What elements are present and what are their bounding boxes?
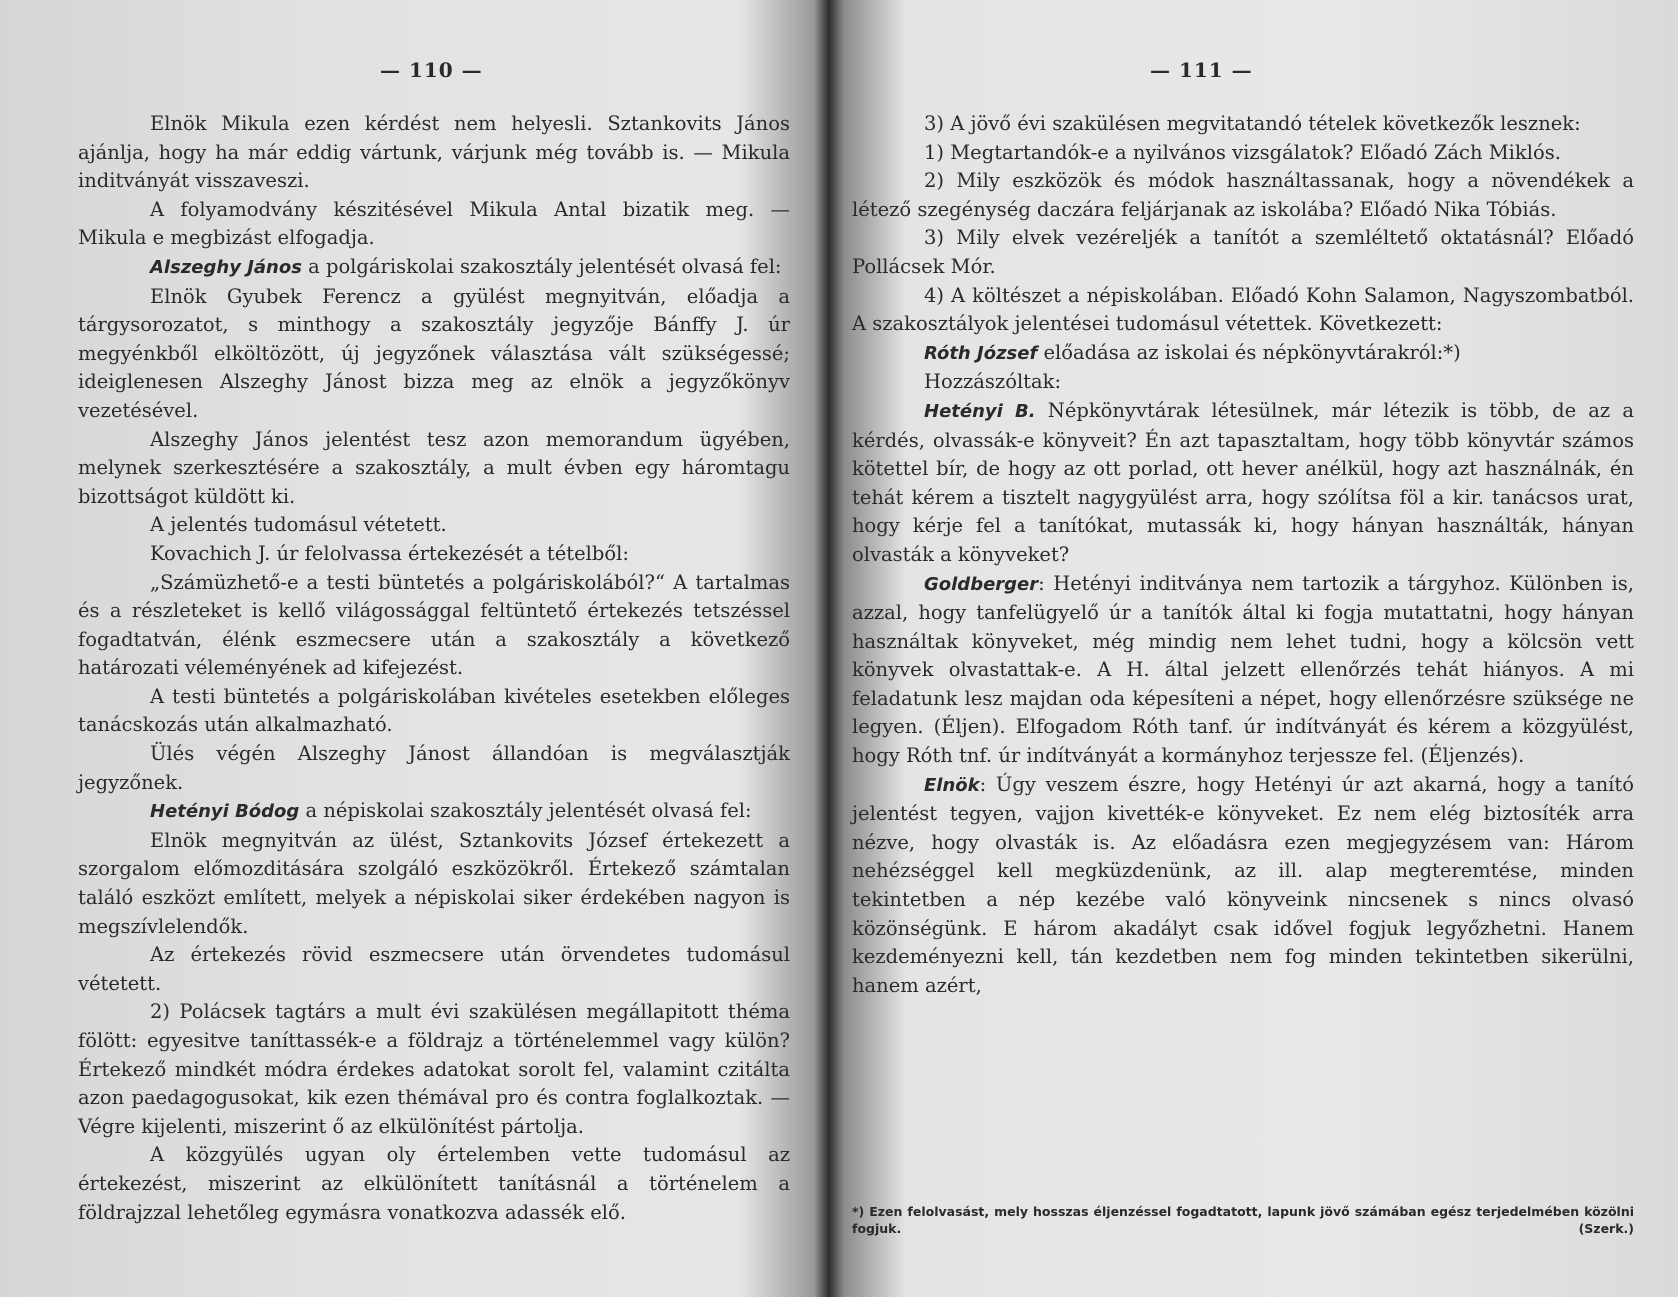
paragraph-text: 3) A jövő évi szakülésen megvitatandó tételek következők lesznek: xyxy=(924,112,1581,135)
paragraph-text: Elnök Gyubek Ferencz a gyülést megnyitván, előadja a tárgysorozatot, s minthogy a szakosztály jegyzője Bánffy J. úr megyénkből elköltözött, új jegyzőnek választása vált szükségessé; ideiglenesen Alszeghy Jánost bizza meg az elnök a jegyzőkönyv vezetésével. xyxy=(78,284,790,422)
paragraph xyxy=(852,570,1634,771)
speaker-name: Alszeghy János xyxy=(150,256,302,278)
right-page xyxy=(840,0,1678,1297)
speaker-name: Hetényi Bódog xyxy=(150,801,300,823)
speaker-name: Elnök xyxy=(924,774,980,796)
paragraph xyxy=(78,196,790,253)
paragraph-text: Hozzászóltak: xyxy=(924,370,1062,394)
paragraph xyxy=(852,771,1634,1001)
footnote-text: *) Ezen felolvasást, mely hosszas éljenzéssel fogadtatott, lapunk jövő számában egész terjedelmében közölni fogjuk. xyxy=(852,1204,1634,1236)
paragraph xyxy=(78,569,790,683)
paragraph xyxy=(78,797,790,827)
speaker-name: Hetényi B. xyxy=(924,400,1036,422)
page-body xyxy=(852,110,1634,1000)
left-page xyxy=(0,0,800,1297)
page-body xyxy=(78,110,790,1227)
paragraph xyxy=(852,139,1634,168)
paragraph-text: előadása az iskolai és népkönyvtárakról:*) xyxy=(1037,340,1461,364)
paragraph-text: 3) Mily elvek vezéreljék a tanítót a szemléltető oktatásnál? Előadó Pollácsek Mór. xyxy=(852,226,1634,278)
paragraph-text: Népkönyvtárak létesülnek, már létezik is több, de az a kérdés, olvassák-e könyveit? Én azt tapasztaltam, hogy több könyvtár számos kötettel bír, de hogy az ott porlad, ott hever anélkül, hogy azt használnák, én tehát kérem a tisztelt nagygyülést arra, hogy szólítsa föl a kir. tanácsos urat, hogy kérje fel a tanítókat, mutassák ki, hogy hányan használták, hányan olvasták a könyveket? xyxy=(852,398,1634,566)
paragraph xyxy=(852,397,1634,570)
footnote xyxy=(852,1203,1634,1237)
paragraph-text: Elnök megnyitván az ülést, Sztankovits József értekezett a szorgalom előmozditására szolgáló eszközökről. Értekező számtalan találó eszközt említett, melyek a népiskolai siker érdekében nagyon is megszívlelendők. xyxy=(78,828,790,938)
paragraph xyxy=(78,253,790,283)
page-number: — 111 — xyxy=(1150,58,1253,82)
paragraph xyxy=(852,167,1634,224)
speaker-name: Goldberger xyxy=(924,573,1039,595)
speaker-name: Róth József xyxy=(924,342,1038,364)
paragraph-text: A jelentés tudomásul vétetett. xyxy=(150,513,447,537)
page-number: — 110 — xyxy=(380,58,483,82)
paragraph-text: 1) Megtartandók-e a nyilvános vizsgálatok? Előadó Zách Miklós. xyxy=(924,140,1561,164)
paragraph-text: 2) Mily eszközök és módok használtassanak, hogy a növendékek a létező szegénység daczára feljárjanak az iskolába? Előadó Nika Tóbiás. xyxy=(852,169,1634,221)
paragraph-text: Az értekezés rövid eszmecsere után örvendetes tudomásul vétetett. xyxy=(78,943,790,995)
paragraph xyxy=(852,282,1634,339)
paragraph-text: 4) A költészet a népiskolában. Előadó Kohn Salamon, Nagyszombatból. A szakosztályok jelentései tudomásul vétettek. Következett: xyxy=(852,283,1634,336)
paragraph xyxy=(852,368,1634,397)
paragraph-text: : Hetényi inditványa nem tartozik a tárgyhoz. Különben is, azzal, hogy tanfelügyelő úr a tanítók által ki fogja mutattatni, hogy hányan használtak könyveket, még mindig nem lehet tudni, hogy a kölcsön vett könyvek olvastattak-e. A H. által jelzett ellenőrzés tehát hiányos. A mi feladatunk lesz majdan oda képesíteni a népet, hogy ellenőrzésre szüksége ne legyen. (Éljen). Elfogadom Róth tanf. úr indítványát és kérem a közgyülést, hogy Róth tnf. úr indítványát a kormányhoz terjessze fel. (Éljenzés). xyxy=(852,571,1634,768)
footnote-signature: (Szerk.) xyxy=(1578,1221,1634,1236)
paragraph xyxy=(852,224,1634,281)
paragraph xyxy=(78,426,790,512)
paragraph-text: Elnök Mikula ezen kérdést nem helyesli. Sztankovits János ajánlja, hogy ha már eddig vártunk, várjunk még tovább is. — Mikula inditványát visszaveszi. xyxy=(78,112,790,193)
paragraph xyxy=(78,283,790,426)
paragraph-text: Alszeghy János jelentést tesz azon memorandum ügyében, melynek szerkesztésére a szakosztály, a mult évben egy háromtagu bizottságot küldött ki. xyxy=(78,427,790,508)
paragraph xyxy=(78,540,790,569)
paragraph xyxy=(78,110,790,196)
paragraph-text: Ülés végén Alszeghy Jánost állandóan is megválasztják jegyzőnek. xyxy=(78,742,790,794)
paragraph-text: Kovachich J. úr felolvassa értekezését a tételből: xyxy=(150,541,629,565)
paragraph xyxy=(78,740,790,797)
paragraph-text: : Úgy veszem észre, hogy Hetényi úr azt akarná, hogy a tanító jelentést tegyen, vajjon kivették-e könyveket. Ez nem elég biztosíték arra nézve, hogy olvasták is. Az előadásra ezen megjegyzésem van: Három nehézséggel kell megküzdenünk, az ill. alap megteremtése, minden tekintetben a nép kezébe való könyveink nincsenek s nincs olvasó közönségünk. E három akadályt csak idővel fogjuk legyőzhetni. Hanem kezdeményezni kell, tán kezdetben nem fog minden tekintetben sikerülni, hanem azért, xyxy=(852,772,1634,997)
paragraph xyxy=(78,511,790,540)
paragraph-text: a népiskolai szakosztály jelentését olvasá fel: xyxy=(299,799,752,823)
paragraph xyxy=(852,110,1634,139)
paragraph xyxy=(852,339,1634,369)
paragraph xyxy=(78,1141,790,1227)
paragraph xyxy=(78,998,790,1141)
paragraph-text: a polgáriskolai szakosztály jelentését olvasá fel: xyxy=(301,254,782,278)
paragraph xyxy=(78,827,790,941)
paragraph-text: A közgyülés ugyan oly értelemben vette tudomásul az értekezést, miszerint az elkülönített tanításnál a történelem a földrajzzal lehetőleg egymásra vonatkozva adassék elő. xyxy=(78,1143,790,1224)
paragraph-text: 2) Polácsek tagtárs a mult évi szakülésen megállapitott théma fölött: egyesitve taníttassék-e a földrajz a történelemmel vagy külön? Értekező mindkét módra érdekes adatokat sorolt fel, valamint czitálta azon paedagogusokat, kik ezen thémával pro és contra foglalkoztak. — Végre kijelenti, miszerint ő az elkülönítést pártolja. xyxy=(78,1000,790,1138)
paragraph xyxy=(78,941,790,998)
paragraph-text: „Számüzhető-e a testi büntetés a polgáriskolából?“ A tartalmas és a részleteket is kellő világossággal feltüntető értekezés tetszéssel fogadtatván, élénk eszmecsere után a szakosztály a következő határozati véleményének ad kifejezést. xyxy=(78,570,790,680)
paragraph-text: A testi büntetés a polgáriskolában kivételes esetekben előleges tanácskozás után alkalmazható. xyxy=(78,684,790,737)
paragraph-text: A folyamodvány készitésével Mikula Antal bizatik meg. — Mikula e megbizást elfogadja. xyxy=(78,197,790,250)
paragraph xyxy=(78,683,790,740)
